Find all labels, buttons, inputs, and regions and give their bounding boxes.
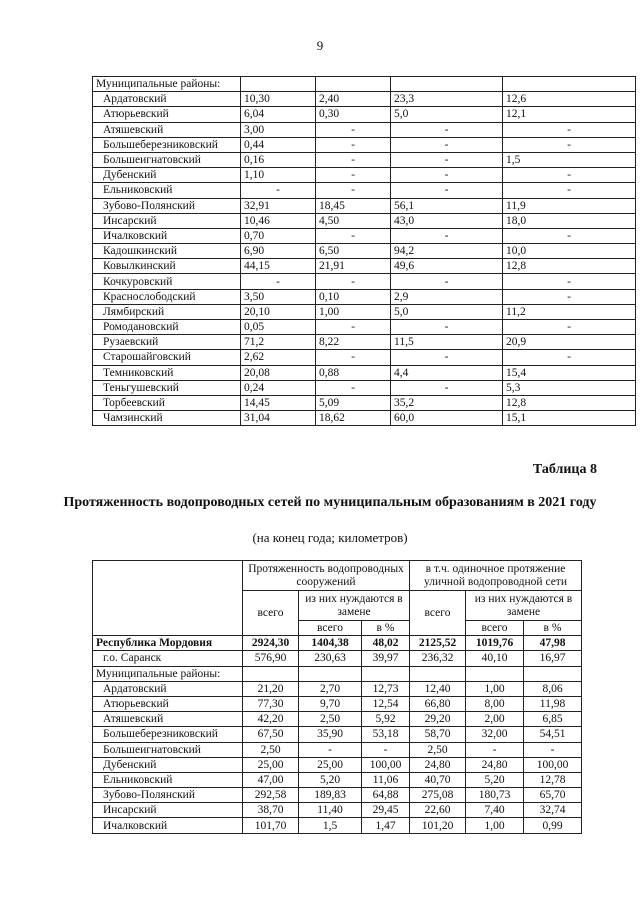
value-cell: 2125,52 [410,636,466,651]
value-cell: 236,32 [410,651,466,666]
table-row [93,712,582,727]
district-name: Инсарский [93,213,241,228]
value-cell: 292,58 [243,788,299,803]
table-row [93,803,582,818]
value-cell: 67,50 [243,727,299,742]
value-cell: - [503,122,636,137]
value-cell: 2,00 [466,712,524,727]
value-cell: 71,2 [241,335,316,350]
value-cell: 101,20 [410,818,466,833]
value-cell: 2,40 [316,92,391,107]
value-cell: 1,47 [362,818,410,833]
value-cell: 20,9 [503,335,636,350]
value-cell: 58,70 [410,727,466,742]
value-cell: 11,9 [503,198,636,213]
value-cell: 2,62 [241,350,316,365]
header-total-sub-1: всего [299,621,362,636]
district-name: Ардатовский [93,92,241,107]
value-cell: 8,06 [524,681,582,696]
row-label: Инсарский [93,803,243,818]
value-cell: 40,70 [410,772,466,787]
value-cell: 56,1 [391,198,503,213]
value-cell: 8,00 [466,696,524,711]
value-cell: 32,00 [466,727,524,742]
value-cell: 100,00 [362,757,410,772]
table-row [93,289,636,304]
value-cell: 5,3 [503,380,636,395]
value-cell: 24,80 [466,757,524,772]
value-cell: - [316,228,391,243]
district-name: Чамзинский [93,411,241,426]
table-row [93,213,636,228]
value-cell: 47,98 [524,636,582,651]
empty-cell [362,666,410,681]
city-row [93,651,582,666]
table-water-networks [92,560,582,834]
value-cell: 42,20 [243,712,299,727]
value-cell: 100,00 [524,757,582,772]
district-name: Ельниковский [93,183,241,198]
row-label: Республика Мордовия [93,636,243,651]
table-row [93,168,636,183]
value-cell: 5,0 [391,304,503,319]
value-cell: 6,90 [241,244,316,259]
row-label: Большеберезниковский [93,727,243,742]
value-cell: 48,02 [362,636,410,651]
value-cell: 77,30 [243,696,299,711]
district-name: Зубово-Полянский [93,198,241,213]
header-need-2: из них нуждаются в замене [466,591,582,621]
value-cell: 10,0 [503,244,636,259]
table-row [93,757,582,772]
value-cell: 21,91 [316,259,391,274]
value-cell: - [391,274,503,289]
table-header-row [93,77,636,92]
empty-cell [410,666,466,681]
row-label: Атяшевский [93,712,243,727]
value-cell: 2,70 [299,681,362,696]
value-cell: 8,22 [316,335,391,350]
value-cell: 5,20 [299,772,362,787]
value-cell: 64,88 [362,788,410,803]
table-row [93,411,636,426]
table-row [93,727,582,742]
table-row [93,742,582,757]
value-cell: - [316,380,391,395]
value-cell: 18,0 [503,213,636,228]
district-name: Кадошкинский [93,244,241,259]
value-cell: 12,8 [503,395,636,410]
table-district-data-continued [92,76,636,426]
value-cell: 6,04 [241,107,316,122]
value-cell: - [503,289,636,304]
value-cell: 5,09 [316,395,391,410]
table-row [93,92,636,107]
value-cell: 0,24 [241,380,316,395]
district-name: Большеберезниковский [93,137,241,152]
value-cell: - [316,350,391,365]
header-row-1 [93,561,582,591]
value-cell: 18,45 [316,198,391,213]
value-cell: 4,4 [391,365,503,380]
value-cell: 6,85 [524,712,582,727]
district-name: Большеигнатовский [93,152,241,167]
value-cell: 43,0 [391,213,503,228]
table-row [93,122,636,137]
header-pct-2: в % [524,621,582,636]
district-name: Краснослободский [93,289,241,304]
value-cell: 1,10 [241,168,316,183]
header-total-2: всего [410,591,466,636]
table-row [93,304,636,319]
table-row [93,137,636,152]
value-cell: 5,20 [466,772,524,787]
table-row [93,696,582,711]
value-cell: 12,8 [503,259,636,274]
empty-cell [524,666,582,681]
table-row [93,788,582,803]
value-cell: - [503,320,636,335]
value-cell: 11,98 [524,696,582,711]
district-name: Рузаевский [93,335,241,350]
empty-cell [466,666,524,681]
table-caption: Таблица 8 [532,462,597,477]
table-row [93,395,636,410]
district-name: Старошайговский [93,350,241,365]
value-cell: 1019,76 [466,636,524,651]
table-row [93,152,636,167]
value-cell: 12,73 [362,681,410,696]
value-cell: 53,18 [362,727,410,742]
header-empty-cell [93,561,243,636]
table-row [93,244,636,259]
value-cell: - [241,183,316,198]
district-name: Ковылкинский [93,259,241,274]
value-cell: 2,9 [391,289,503,304]
value-cell: - [503,274,636,289]
empty-cell [243,666,299,681]
republic-row [93,636,582,651]
value-cell: 54,51 [524,727,582,742]
value-cell: 29,20 [410,712,466,727]
value-cell: 94,2 [391,244,503,259]
value-cell: 12,1 [503,107,636,122]
value-cell: 6,50 [316,244,391,259]
value-cell: 189,83 [299,788,362,803]
value-cell: 12,40 [410,681,466,696]
value-cell: 60,0 [391,411,503,426]
value-cell: 24,80 [410,757,466,772]
value-cell: 275,08 [410,788,466,803]
header-total-sub-2: всего [466,621,524,636]
district-name: Лямбирский [93,304,241,319]
value-cell: 0,16 [241,152,316,167]
value-cell: 11,2 [503,304,636,319]
row-label: Ардатовский [93,681,243,696]
value-cell: - [316,137,391,152]
value-cell: 20,08 [241,365,316,380]
district-name: Кочкуровский [93,274,241,289]
value-cell: - [466,742,524,757]
table-row [93,320,636,335]
value-cell: 44,15 [241,259,316,274]
value-cell: - [316,183,391,198]
value-cell: 576,90 [243,651,299,666]
value-cell: - [391,122,503,137]
value-cell: 1,5 [299,818,362,833]
districts-header: Муниципальные районы: [93,77,241,92]
value-cell: - [503,168,636,183]
value-cell: 38,70 [243,803,299,818]
value-cell: 25,00 [299,757,362,772]
district-name: Атюрьевский [93,107,241,122]
value-cell: 0,30 [316,107,391,122]
district-name: Ромодановский [93,320,241,335]
value-cell: 10,30 [241,92,316,107]
value-cell: - [316,168,391,183]
value-cell: 31,04 [241,411,316,426]
value-cell: - [503,350,636,365]
value-cell: - [503,228,636,243]
value-cell: - [524,742,582,757]
row-label: Большеигнатовский [93,742,243,757]
value-cell: - [391,320,503,335]
table-row [93,818,582,833]
value-cell: 0,10 [316,289,391,304]
value-cell: - [316,152,391,167]
districts-label-row [93,666,582,681]
value-cell: 0,44 [241,137,316,152]
district-name: Атяшевский [93,122,241,137]
value-cell: 16,97 [524,651,582,666]
value-cell: 20,10 [241,304,316,319]
value-cell: 47,00 [243,772,299,787]
value-cell: 23,3 [391,92,503,107]
value-cell: - [316,320,391,335]
header-pct-1: в % [362,621,410,636]
value-cell: - [391,168,503,183]
value-cell: 35,2 [391,395,503,410]
value-cell: 2,50 [299,712,362,727]
value-cell: 29,45 [362,803,410,818]
value-cell: 21,20 [243,681,299,696]
value-cell: 0,70 [241,228,316,243]
value-cell: 101,70 [243,818,299,833]
value-cell: - [503,183,636,198]
header-group-2: в т.ч. одиночное протяжение уличной водопроводной сети [410,561,582,591]
value-cell: 25,00 [243,757,299,772]
value-cell: 12,78 [524,772,582,787]
table-title: Протяженность водопроводных сетей по муниципальным образованиям в 2021 году [63,495,597,510]
header-total-1: всего [243,591,299,636]
empty-cell [299,666,362,681]
table-row [93,365,636,380]
value-cell: 32,74 [524,803,582,818]
value-cell: 35,90 [299,727,362,742]
value-cell: 12,6 [503,92,636,107]
value-cell: 7,40 [466,803,524,818]
value-cell: - [316,122,391,137]
header-need-1: из них нуждаются в замене [299,591,410,621]
value-cell: 65,70 [524,788,582,803]
value-cell: - [391,350,503,365]
row-label: Атюрьевский [93,696,243,711]
value-cell: - [362,742,410,757]
district-name: Темниковский [93,365,241,380]
value-cell: 49,6 [391,259,503,274]
table-row [93,335,636,350]
table-row [93,772,582,787]
value-cell: 32,91 [241,198,316,213]
table-row [93,198,636,213]
table-subtitle: (на конец года; километров) [252,530,408,545]
value-cell: - [316,274,391,289]
district-name: Торбеевский [93,395,241,410]
value-cell: 10,46 [241,213,316,228]
value-cell: 66,80 [410,696,466,711]
value-cell: 1,5 [503,152,636,167]
value-cell: 11,06 [362,772,410,787]
value-cell: 230,63 [299,651,362,666]
table-row [93,107,636,122]
row-label: Ельниковский [93,772,243,787]
value-cell: 1,00 [466,818,524,833]
row-label: Зубово-Полянский [93,788,243,803]
value-cell: - [391,380,503,395]
value-cell: 1,00 [316,304,391,319]
value-cell: 4,50 [316,213,391,228]
table-row [93,228,636,243]
value-cell: 0,88 [316,365,391,380]
value-cell: 11,5 [391,335,503,350]
district-name: Дубенский [93,168,241,183]
value-cell: 3,00 [241,122,316,137]
value-cell: 18,62 [316,411,391,426]
value-cell: 5,0 [391,107,503,122]
row-label: Ичалковский [93,818,243,833]
value-cell: 12,54 [362,696,410,711]
table-row [93,380,636,395]
table-row [93,274,636,289]
value-cell: 11,40 [299,803,362,818]
district-name: Ичалковский [93,228,241,243]
page-number: 9 [316,38,324,53]
value-cell: - [241,274,316,289]
row-label: Дубенский [93,757,243,772]
value-cell: 2,50 [410,742,466,757]
table-row [93,681,582,696]
value-cell: - [299,742,362,757]
row-label: г.о. Саранск [93,651,243,666]
value-cell: 0,05 [241,320,316,335]
value-cell: 15,1 [503,411,636,426]
value-cell: 0,99 [524,818,582,833]
districts-label: Муниципальные районы: [93,666,243,681]
value-cell: 15,4 [503,365,636,380]
value-cell: - [503,137,636,152]
table-row [93,183,636,198]
table-row [93,350,636,365]
value-cell: 3,50 [241,289,316,304]
value-cell: 5,92 [362,712,410,727]
value-cell: 2,50 [243,742,299,757]
value-cell: 9,70 [299,696,362,711]
value-cell: - [391,228,503,243]
value-cell: - [391,152,503,167]
value-cell: 2924,30 [243,636,299,651]
value-cell: 40,10 [466,651,524,666]
table-row [93,259,636,274]
header-group-1: Протяженность водопроводных сооружений [243,561,410,591]
district-name: Теньгушевский [93,380,241,395]
value-cell: 14,45 [241,395,316,410]
value-cell: 180,73 [466,788,524,803]
value-cell: - [391,183,503,198]
value-cell: 22,60 [410,803,466,818]
value-cell: 39,97 [362,651,410,666]
value-cell: 1,00 [466,681,524,696]
value-cell: 1404,38 [299,636,362,651]
value-cell: - [391,137,503,152]
